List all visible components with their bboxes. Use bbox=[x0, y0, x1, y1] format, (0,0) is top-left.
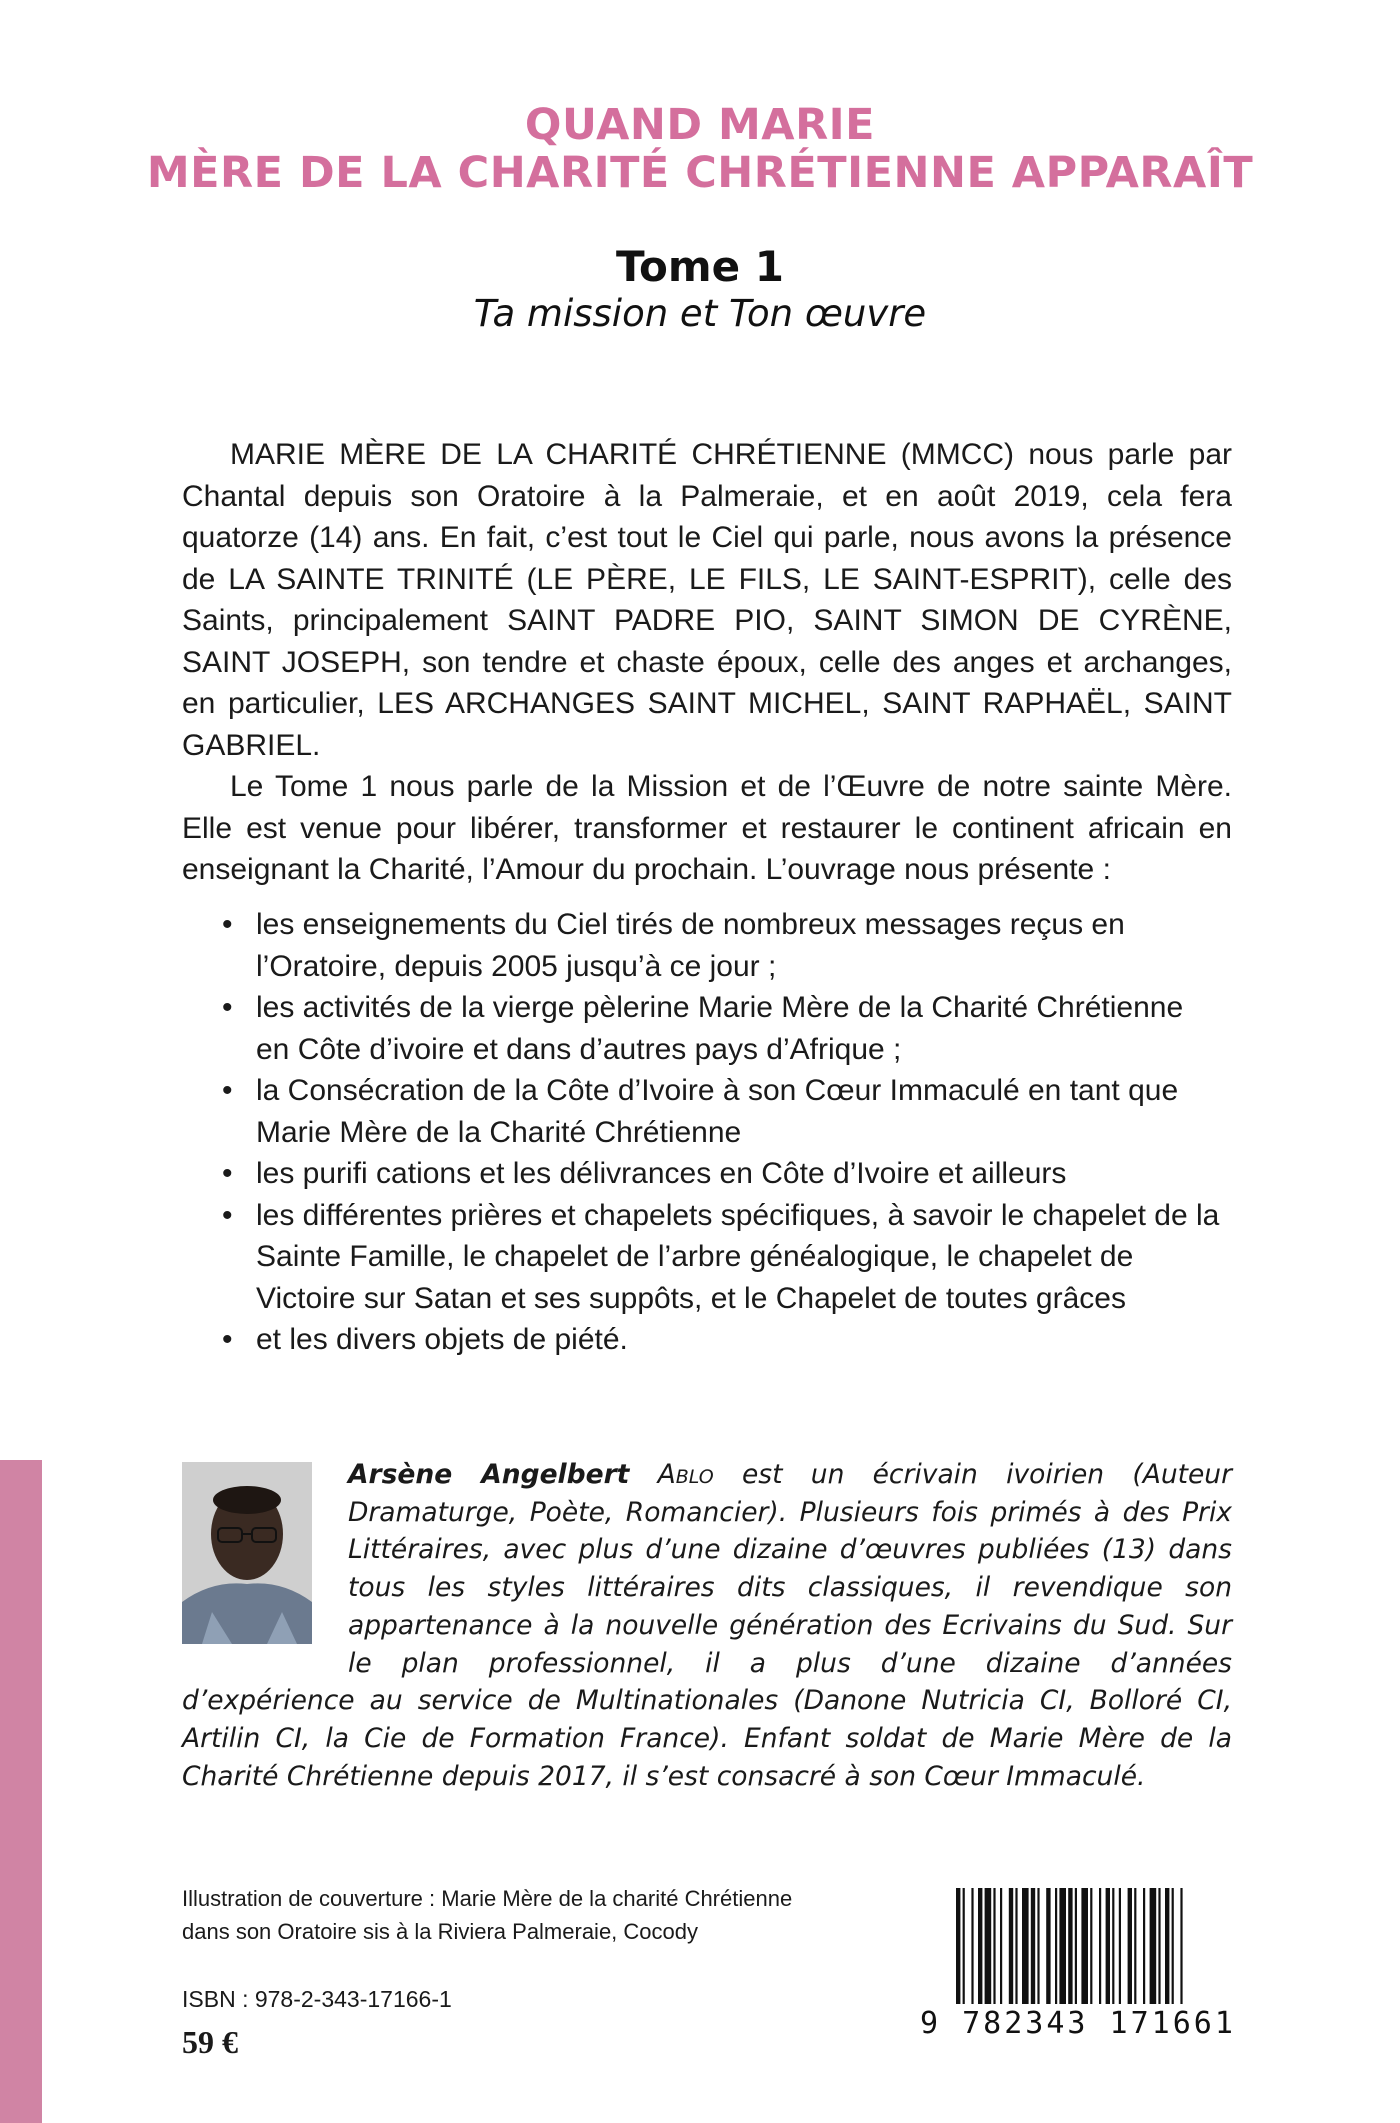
barcode-bar bbox=[1090, 1888, 1092, 2004]
author-bio bbox=[182, 1456, 1232, 1795]
barcode-bar bbox=[1015, 1888, 1017, 2004]
author-bio-text: est un écrivain ivoirien (Auteur Dramaturge, Poète, Romancier). Plusieurs fois primés à des Prix Littéraires, avec plus d’une dizaine d’œuvres publiées (13) dans tous les styles littéraires dits classiques, il revendique son appartenance à la nouvelle génération des Ecrivains du Sud. Sur le plan professionnel, il a plus d’une dizaine d’années d’expérience au service de Multinationales (Danone Nutricia CI, Bolloré CI, Artilin CI, la Cie de Formation France). Enfant soldat de Marie Mère de la Charité Chrétienne depuis 2017, il s’est consacré à son Cœur Immaculé. bbox=[182, 1459, 1232, 1792]
spine-color-band bbox=[0, 1460, 42, 2123]
barcode-bar bbox=[1046, 1888, 1050, 2004]
barcode-bar bbox=[1158, 1888, 1160, 2004]
barcode-bar bbox=[1009, 1888, 1013, 2004]
barcode-bar bbox=[1106, 1888, 1110, 2004]
barcode-bar bbox=[963, 1888, 965, 2004]
bullet-dot-icon: • bbox=[222, 1157, 233, 1190]
barcode-bar bbox=[978, 1888, 982, 2004]
bullet-dot-icon: • bbox=[222, 1198, 233, 1232]
isbn-text: ISBN : 978-2-343-17166-1 bbox=[182, 1986, 452, 2012]
list-item-text: les purifi cations et les délivrances en Côte d’Ivoire et ailleurs bbox=[256, 1157, 1067, 1190]
volume-label: Tome 1 bbox=[615, 242, 785, 291]
contents-bullet-list bbox=[222, 904, 1222, 1361]
list-item bbox=[222, 904, 1222, 987]
barcode-bar bbox=[1143, 1888, 1145, 2004]
barcode bbox=[920, 1888, 1242, 2048]
barcode-digits: 9 782343 171661 bbox=[920, 2006, 1236, 2041]
barcode-bars-icon bbox=[956, 1888, 1242, 2006]
list-item bbox=[222, 987, 1222, 1070]
barcode-bar bbox=[1037, 1888, 1039, 2004]
credit-line-1: Illustration de couverture : Marie Mère de la charité Chrétienne bbox=[182, 1886, 793, 1911]
barcode-bar bbox=[993, 1888, 995, 2004]
book-title-line-1: QUAND MARIE bbox=[524, 100, 876, 150]
credit-line-2: dans son Oratoire sis à la Riviera Palmeraie, Cocody bbox=[182, 1919, 699, 1944]
list-item-text: les enseignements du Ciel tirés de nombreux messages reçus en l’Oratoire, depuis 2005 jusqu’à ce jour ; bbox=[256, 908, 1125, 983]
barcode-bar bbox=[1119, 1888, 1121, 2004]
barcode-bar bbox=[1180, 1888, 1182, 2004]
barcode-bar bbox=[1099, 1888, 1101, 2004]
barcode-bar bbox=[1068, 1888, 1072, 2004]
barcode-bar bbox=[1081, 1888, 1088, 2004]
barcode-bar bbox=[1128, 1888, 1132, 2004]
author-first-name: Arsène Angelbert bbox=[348, 1459, 630, 1490]
list-item bbox=[222, 1319, 1222, 1361]
barcode-bar bbox=[985, 1888, 992, 2004]
barcode-bar bbox=[1134, 1888, 1136, 2004]
barcode-bar bbox=[1031, 1888, 1035, 2004]
cover-illustration-credit bbox=[182, 1882, 902, 1948]
list-item-text: les activités de la vierge pèlerine Marie Mère de la Charité Chrétienne en Côte d’ivoire et dans d’autres pays d’Afrique ; bbox=[256, 991, 1184, 1066]
book-title-line-2: MÈRE DE LA CHARITÉ CHRÉTIENNE APPARAÎT bbox=[146, 148, 1254, 198]
intro-paragraph-2: Le Tome 1 nous parle de la Mission et de l’Œuvre de notre sainte Mère. Elle est venue pour libérer, transformer et restaurer le continent africain en enseignant la Charité, l’Amour du prochain. L’ouvrage nous présente : bbox=[182, 770, 1232, 886]
barcode-bar bbox=[1000, 1888, 1002, 2004]
barcode-bar bbox=[1055, 1888, 1057, 2004]
list-item-text: les différentes prières et chapelets spécifiques, à savoir le chapelet de la Sainte Famille, le chapelet de l’arbre généalogique, le chapelet de Victoire sur Satan et ses suppôts, et le Chapelet de toutes grâces bbox=[256, 1198, 1220, 1315]
barcode-bar bbox=[1059, 1888, 1066, 2004]
bullet-dot-icon: • bbox=[222, 1074, 233, 1107]
list-item bbox=[222, 1153, 1222, 1195]
list-item-text: la Consécration de la Côte d’Ivoire à son Cœur Immaculé en tant que Marie Mère de la Charité Chrétienne bbox=[256, 1074, 1179, 1149]
barcode-bar bbox=[1172, 1888, 1174, 2004]
barcode-bar bbox=[1022, 1888, 1029, 2004]
bullet-dot-icon: • bbox=[222, 991, 233, 1024]
list-item-text: et les divers objets de piété. bbox=[256, 1323, 628, 1356]
barcode-bar bbox=[1112, 1888, 1114, 2004]
price-text: 59 € bbox=[182, 2024, 238, 2060]
barcode-bar bbox=[1165, 1888, 1169, 2004]
author-surname: Ablo bbox=[657, 1459, 714, 1490]
barcode-bar bbox=[971, 1888, 973, 2004]
list-item bbox=[222, 1195, 1222, 1320]
volume-subtitle: Ta mission et Ton œuvre bbox=[473, 292, 927, 335]
list-item bbox=[222, 1070, 1222, 1153]
bullet-dot-icon: • bbox=[222, 1323, 233, 1356]
bullet-dot-icon: • bbox=[222, 908, 233, 941]
intro-paragraph-1: MARIE MÈRE DE LA CHARITÉ CHRÉTIENNE (MMCC) nous parle par Chantal depuis son Oratoire à la Palmeraie, et en août 2019, cela fera quatorze (14) ans. En fait, c’est tout le Ciel qui parle, nous avons la présence de LA SAINTE TRINITÉ (LE PÈRE, LE FILS, LE SAINT-ESPRIT), celle des Saints, principalement SAINT PADRE PIO, SAINT SIMON DE CYRÈNE, SAINT JOSEPH, son tendre et chaste époux, celle des anges et archanges, en particulier, LES ARCHANGES SAINT MICHEL, SAINT RAPHAËL, SAINT GABRIEL. bbox=[182, 438, 1232, 762]
barcode-bar bbox=[956, 1888, 960, 2004]
barcode-bar bbox=[1150, 1888, 1157, 2004]
barcode-bar bbox=[1075, 1888, 1077, 2004]
